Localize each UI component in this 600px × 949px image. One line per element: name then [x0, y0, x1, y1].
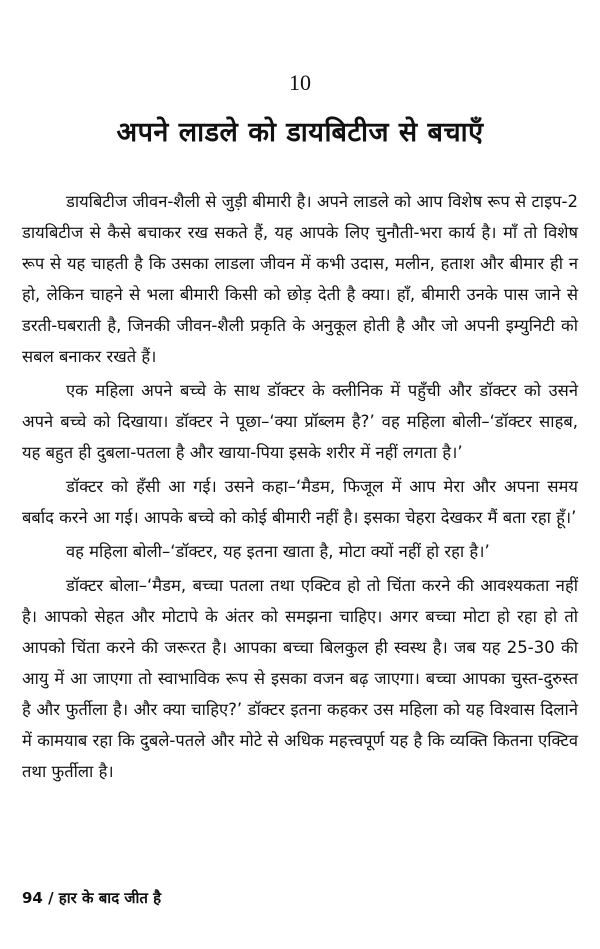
chapter-title: अपने लाडले को डायबिटीज से बचाएँ — [116, 117, 484, 148]
paragraph-3: डॉक्टर को हँसी आ गई। उसने कहा–‘मैडम, फिजूल में आप मेरा और अपना समय बर्बाद करने आ गई। आपके बच्चे को कोई बीमारी नहीं है। इसका चेहरा देखकर मैं बता रहा हूँ।’ — [22, 477, 578, 527]
paragraph-2: एक महिला अपने बच्चे के साथ डॉक्टर के क्लीनिक में पहुँची और डॉक्टर को उसने अपने बच्चे को दिखाया। डॉक्टर ने पूछा–‘क्या प्रॉब्लम है?’ वह महिला बोली–‘डॉक्टर साहब, यह बहुत ही दुबला-पतला है और खाया-पिया इसके शरीर में नहीं लगता है।’ — [22, 381, 578, 462]
body-text — [22, 186, 578, 790]
paragraph-1: डायबिटीज जीवन-शैली से जुड़ी बीमारी है। अपने लाडले को आप विशेष रूप से टाइप-2 डायबिटीज से कैसे बचाकर रख सकते हैं, यह आपके लिए चुनौती-भरा कार्य है। माँ तो विशेष रूप से यह चाहती है कि उसका लाडला जीवन में कभी उदास, मलीन, हताश और बीमार ही न हो, लेकिन चाहने से भला बीमारी किसी को छोड़ देती है क्या। हाँ, बीमारी उनके पास जाने से डरती-घबराती है, जिनकी जीवन-शैली प्रकृति के अनुकूल होती है और जो अपनी इम्युनिटी को सबल बनाकर रखते हैं। — [22, 192, 578, 366]
paragraph-4: वह महिला बोली–‘डॉक्टर, यह इतना खाता है, मोटा क्यों नहीं हो रहा है।’ — [66, 542, 490, 561]
chapter-number: 10 — [289, 70, 311, 95]
paragraph-5: डॉक्टर बोला–‘मैडम, बच्चा पतला तथा एक्टिव हो तो चिंता करने की आवश्यकता नहीं है। आपको सेहत और मोटापे के अंतर को समझना चाहिए। अगर बच्चा मोटा हो रहा हो तो आपको चिंता करने की जरूरत है। आपका बच्चा बिलकुल ही स्वस्थ है। जब यह 25-30 की आयु में आ जाएगा तो स्वाभाविक रूप से इसका वजन बढ़ जाएगा। बच्चा आपका चुस्त-दुरुस्त है और फुर्तीला है। और क्या चाहिए?’ डॉक्टर इतना कहकर उस महिला को यह विश्वास दिलाने में कामयाब रहा कि दुबले-पतले और मोटे से अधिक महत्त्वपूर्ण यह है कि व्यक्ति कितना एक्टिव तथा फुर्तीला है। — [22, 576, 578, 781]
page-footer: 94 / हार के बाद जीत है — [22, 889, 162, 907]
